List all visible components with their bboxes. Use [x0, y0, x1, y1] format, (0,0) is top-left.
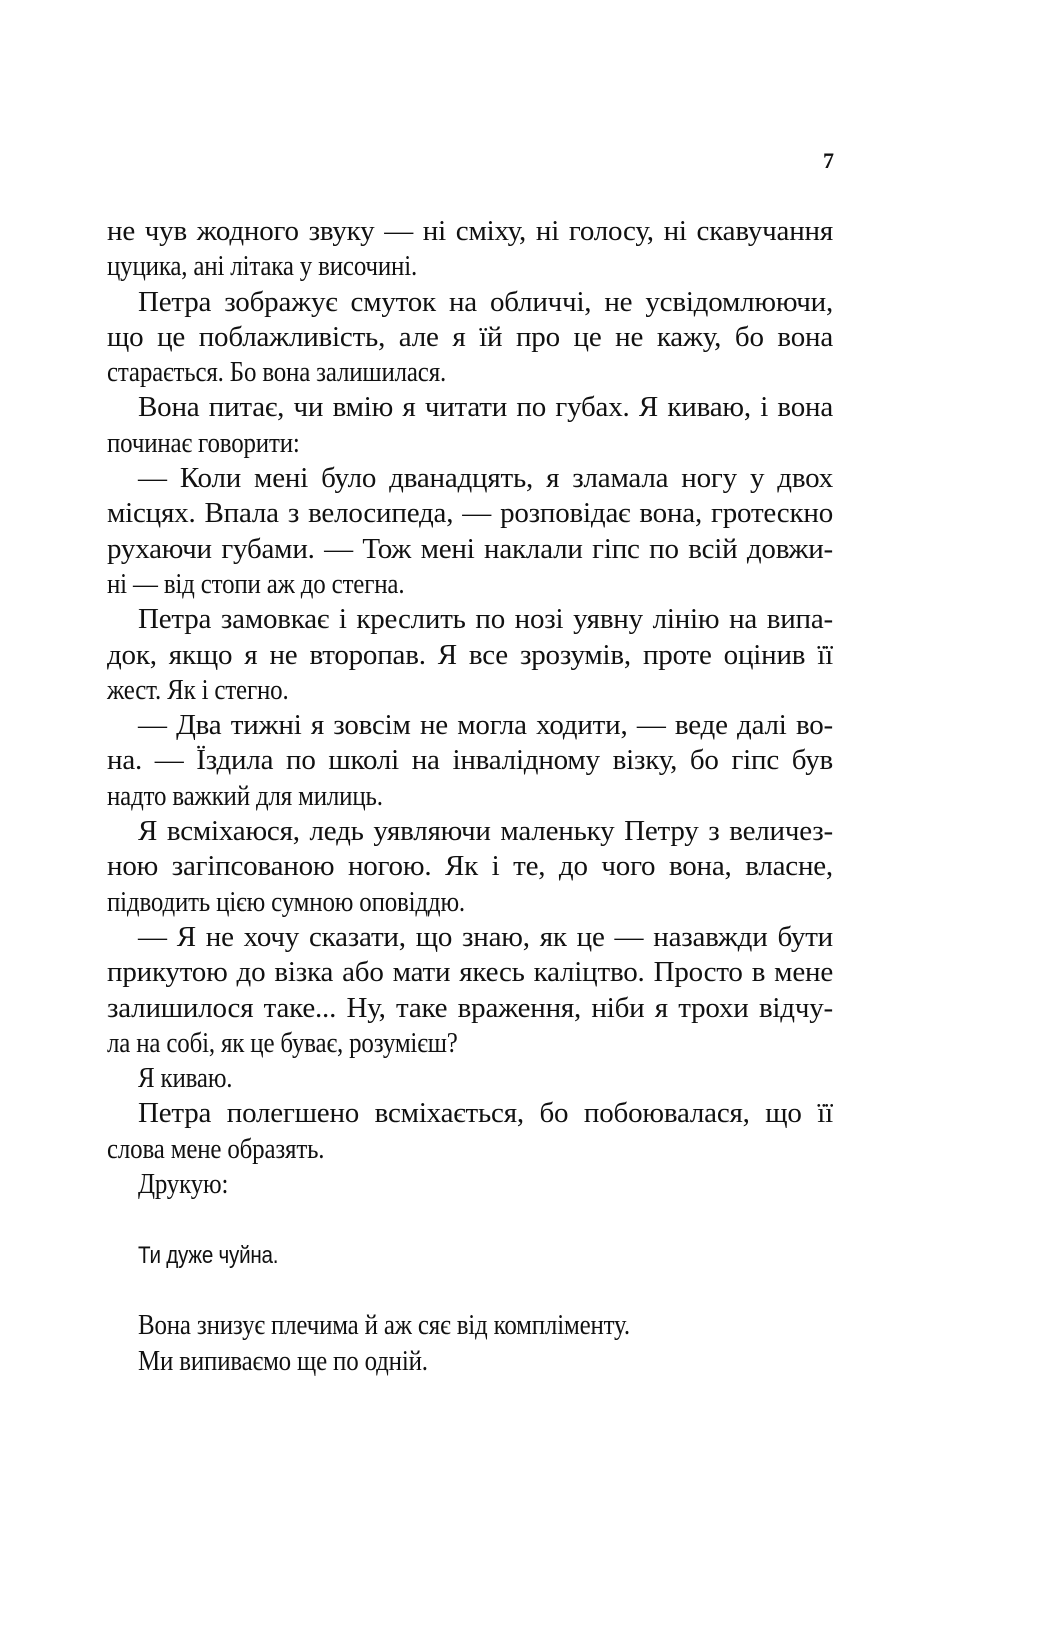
text-line: рухаючи губами. — Тож мені наклали гіпс по всій довжи- [107, 532, 833, 565]
text-line: ні — від стопи аж до стегна. [107, 567, 405, 600]
text-line: Вона знизує плечима й аж сяє від компліменту. [138, 1309, 630, 1342]
page-number: 7 [823, 148, 834, 173]
text-line: Петра замовкає і креслить по нозі уявну лінію на випа- [138, 603, 833, 636]
text-line: що це поблажливість, але я їй про це не кажу, бо вона [107, 320, 833, 353]
text-line: цуцика, ані літака у височині. [107, 250, 418, 283]
text-line: починає говорити: [107, 426, 300, 459]
text-line: Вона питає, чи вмію я читати по губах. Я киваю, і вона [138, 391, 833, 424]
text-line: не чув жодного звуку — ні сміху, ні голосу, ні скавучання [107, 215, 833, 247]
typed-message: Ти дуже чуйна. [138, 1241, 279, 1269]
text-line: — Два тижні я зовсім не могла ходити, — веде далі во- [138, 709, 833, 742]
blank-line [107, 1202, 833, 1237]
text-line: на. — Їздила по школі на інвалідному візку, бо гіпс був [107, 744, 833, 777]
text-line: док, якщо я не второпав. Я все зрозумів, проте оцінив її [107, 638, 833, 671]
text-line: Петра зображує смуток на обличчі, не усвідомлюючи, [138, 285, 833, 318]
text-line: надто важкий для милиць. [107, 779, 383, 812]
text-line: підводить цією сумною оповіддю. [107, 885, 465, 918]
text-line: ною загіпсованою ногою. Як і те, до чого вона, власне, [107, 850, 833, 883]
text-line: залишилося таке... Ну, таке враження, ніби я трохи відчу- [107, 991, 833, 1024]
text-line: Я всміхаюся, ледь уявляючи маленьку Петру з величез- [138, 815, 833, 848]
text-line: місцях. Впала з велосипеда, — розповідає вона, гротескно [107, 497, 833, 530]
text-line: Петра полегшено всміхається, бо побоювалася, що її [138, 1097, 833, 1130]
text-line: — Коли мені було дванадцять, я зламала ногу у двох [138, 462, 833, 495]
text-line: жест. Як і стегно. [107, 673, 289, 706]
text-line: Друкую: [138, 1168, 229, 1201]
text-line: прикутою до візка або мати якесь каліцтво. Просто в мене [107, 956, 833, 989]
page-body-text [107, 214, 833, 1379]
text-line: старається. Бо вона залишилася. [107, 356, 447, 389]
text-line: слова мене образять. [107, 1132, 325, 1165]
blank-line [107, 1273, 833, 1308]
text-line: — Я не хочу сказати, що знаю, як це — назавжди бути [138, 920, 833, 953]
text-line: ла на собі, як це буває, розумієш? [107, 1026, 458, 1059]
text-line: Ми випиваємо ще по одній. [138, 1344, 428, 1377]
text-line: Я киваю. [138, 1062, 233, 1095]
